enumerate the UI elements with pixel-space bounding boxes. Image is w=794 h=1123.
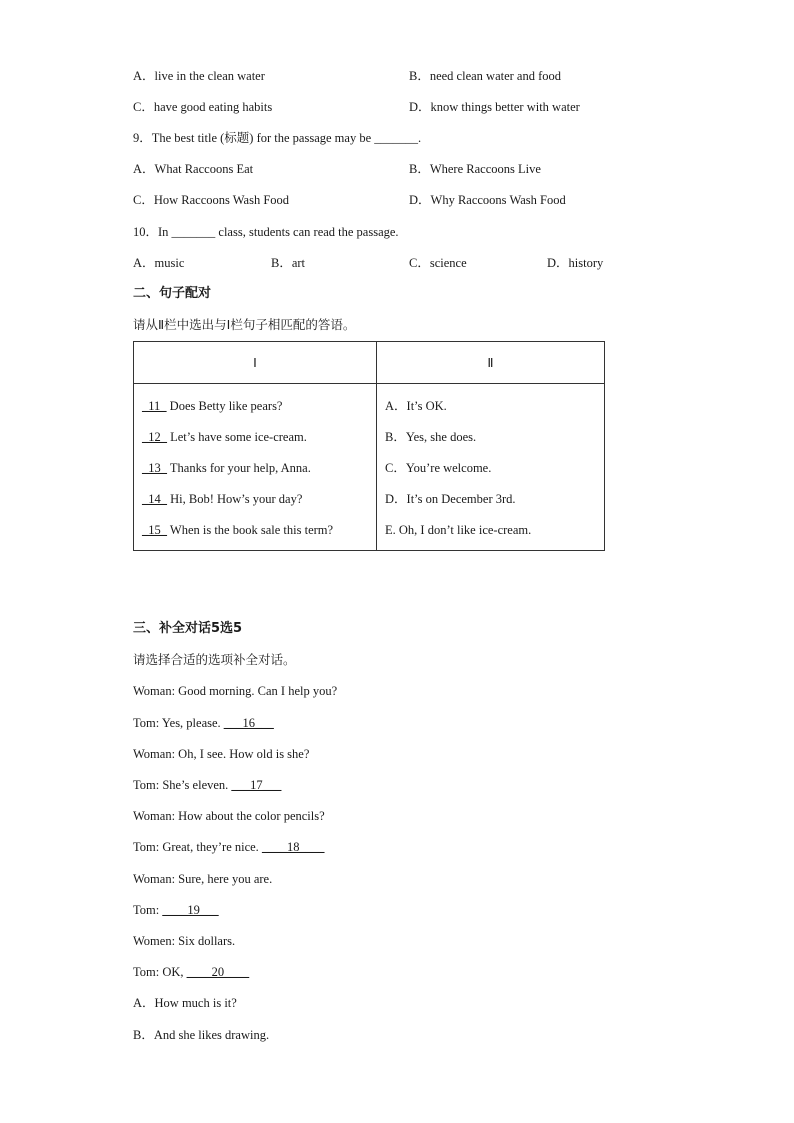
q10-option-c: C．science [409,256,467,270]
sentence-text: Thanks for your help, Anna. [167,461,311,475]
dialogue-line [133,964,249,980]
table-row [142,398,282,414]
dialogue-text: Woman: Sure, here you are. [133,872,273,886]
column-2-cell [377,384,605,551]
q8-option-c: C．have good eating habits [133,100,273,114]
answer-blank: _12_ [142,430,167,444]
answer-blank: _13_ [142,461,167,475]
response-option: C．You’re welcome. [385,461,492,475]
dialogue-option-b: B．And she likes drawing. [133,1028,270,1042]
dialogue-line [133,683,337,699]
section3-heading: 三、补全对话5选5 [133,621,243,636]
column-1-cell [134,384,377,551]
answer-blank: ____20____ [186,965,250,979]
dialogue-text: Woman: How about the color pencils? [133,809,325,823]
answer-blank: ___16___ [223,716,274,730]
dialogue-line [133,808,325,824]
column-header-1: Ⅰ [134,342,377,384]
response-option: A．It’s OK. [385,399,447,413]
q10-option-b: B．art [271,256,306,270]
dialogue-text: Tom: Yes, please. [133,716,224,730]
sentence-text: When is the book sale this term? [167,523,334,537]
dialogue-text: Tom: OK, [133,965,187,979]
q8-option-a: A．live in the clean water [133,69,265,83]
table-row [142,491,302,507]
section2-instruction: 请从Ⅱ栏中选出与Ⅰ栏句子相匹配的答语。 [133,317,356,332]
q9-option-b: B．Where Raccoons Live [409,162,541,176]
q9-stem: 9．The best title (标题) for the passage may be _______. [133,131,422,145]
table-row [142,429,307,445]
dialogue-text: Woman: Good morning. Can I help you? [133,684,338,698]
dialogue-line [133,871,272,887]
dialogue-line [133,715,274,731]
q9-option-c: C．How Raccoons Wash Food [133,193,290,207]
dialogue-text: Tom: [133,903,163,917]
dialogue-option-a: A．How much is it? [133,996,237,1010]
answer-blank: ___17___ [231,778,282,792]
matching-table [133,341,605,551]
column-header-2: Ⅱ [377,342,605,384]
answer-blank: _14_ [142,492,167,506]
q10-option-d: D．history [547,256,604,270]
answer-blank: _11_ [142,399,167,413]
answer-blank: ____19___ [162,903,219,917]
dialogue-text: Woman: Oh, I see. How old is she? [133,747,310,761]
q8-option-b: B．need clean water and food [409,69,562,83]
dialogue-text: Women: Six dollars. [133,934,236,948]
q10-stem: 10．In _______ class, students can read the passage. [133,225,399,239]
q10-option-a: A．music [133,256,185,270]
response-option: B．Yes, she does. [385,430,477,444]
sentence-text: Hi, Bob! How’s your day? [167,492,303,506]
sentence-text: Does Betty like pears? [166,399,283,413]
response-option: E. Oh, I don’t like ice-cream. [385,523,532,537]
table-row [142,460,311,476]
response-option: D．It’s on December 3rd. [385,492,516,506]
dialogue-line [133,746,309,762]
q9-option-a: A．What Raccoons Eat [133,162,254,176]
dialogue-line [133,839,324,855]
dialogue-line [133,777,281,793]
q8-option-d: D．know things better with water [409,100,580,114]
answer-blank: _15_ [142,523,167,537]
dialogue-text: Tom: She’s eleven. [133,778,232,792]
section2-heading: 二、句子配对 [133,286,212,301]
dialogue-line [133,902,219,918]
dialogue-text: Tom: Great, they’re nice. [133,840,262,854]
dialogue-line [133,933,235,949]
q9-option-d: D．Why Raccoons Wash Food [409,193,566,207]
table-row [142,522,333,538]
answer-blank: ____18____ [261,840,325,854]
sentence-text: Let’s have some ice-cream. [167,430,307,444]
section3-instruction: 请选择合适的选项补全对话。 [133,652,296,667]
